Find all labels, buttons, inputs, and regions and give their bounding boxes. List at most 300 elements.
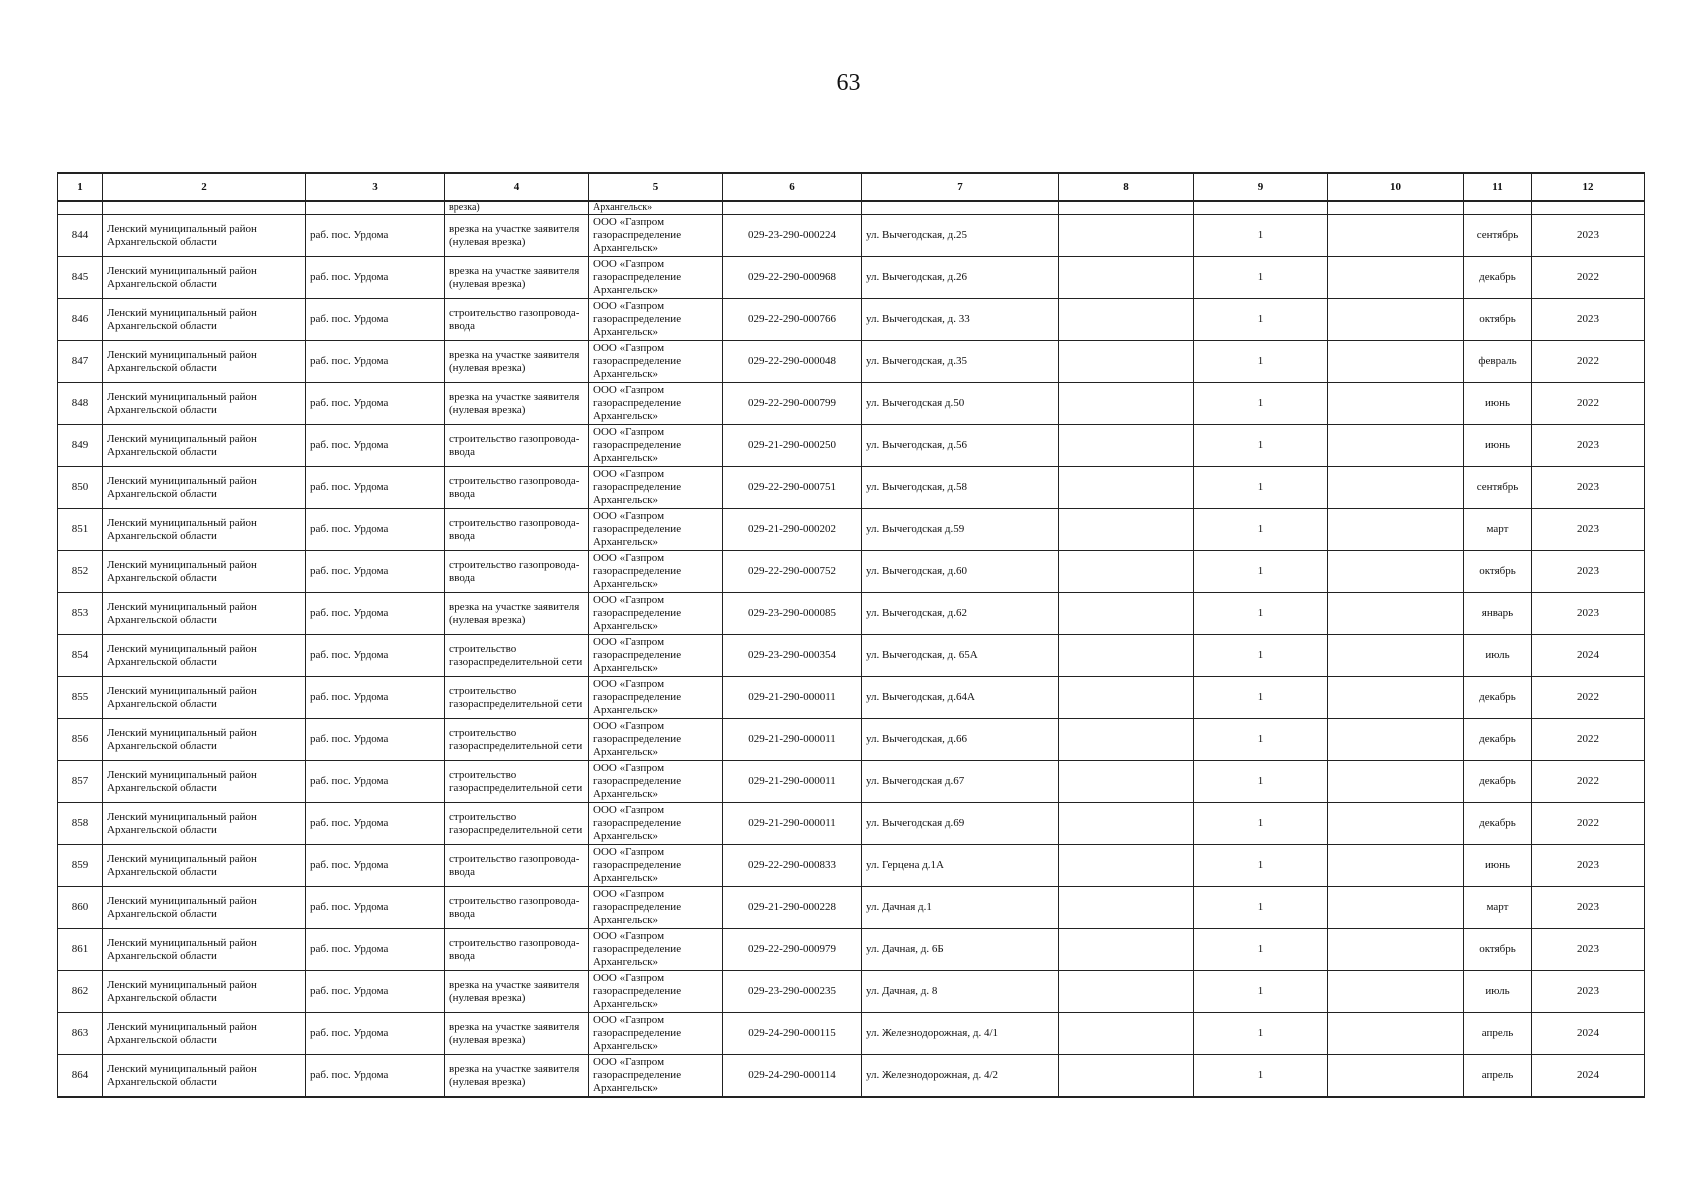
organization-cell: ООО «Газпром газораспределение Архангельск» xyxy=(589,383,723,425)
year-cell: 2024 xyxy=(1532,635,1645,677)
year-cell: 2023 xyxy=(1532,425,1645,467)
work-type-cell: строительство газопровода-ввода xyxy=(445,299,589,341)
application-code-cell: 029-21-290-000250 xyxy=(723,425,862,467)
month-cell: январь xyxy=(1464,593,1532,635)
work-type-cell: врезка на участке заявителя (нулевая врезка) xyxy=(445,971,589,1013)
work-type-cell: врезка на участке заявителя (нулевая врезка) xyxy=(445,1013,589,1055)
month-cell: октябрь xyxy=(1464,299,1532,341)
application-code-cell: 029-24-290-000115 xyxy=(723,1013,862,1055)
month-cell: июнь xyxy=(1464,383,1532,425)
table-row xyxy=(58,215,1645,257)
quantity-cell: 1 xyxy=(1194,551,1328,593)
column-header-2: 2 xyxy=(103,173,306,201)
quantity-cell: 1 xyxy=(1194,425,1328,467)
column-header-12: 12 xyxy=(1532,173,1645,201)
district-cell: Ленский муниципальный район Архангельской области xyxy=(103,215,306,257)
address-cell: ул. Вычегодская, д. 65А xyxy=(862,635,1059,677)
column-8-cell xyxy=(1059,887,1194,929)
quantity-cell: 1 xyxy=(1194,803,1328,845)
row-number-cell: 851 xyxy=(58,509,103,551)
column-header-6: 6 xyxy=(723,173,862,201)
column-10-cell xyxy=(1328,257,1464,299)
settlement-cell: раб. пос. Урдома xyxy=(306,761,445,803)
district-cell: Ленский муниципальный район Архангельской области xyxy=(103,635,306,677)
month-cell: март xyxy=(1464,509,1532,551)
organization-cell: ООО «Газпром газораспределение Архангельск» xyxy=(589,425,723,467)
column-8-cell xyxy=(1059,845,1194,887)
column-8-cell xyxy=(1059,257,1194,299)
table-row xyxy=(58,887,1645,929)
month-cell: февраль xyxy=(1464,341,1532,383)
settlement-cell: раб. пос. Урдома xyxy=(306,1013,445,1055)
organization-cell: ООО «Газпром газораспределение Архангельск» xyxy=(589,299,723,341)
organization-cell: ООО «Газпром газораспределение Архангельск» xyxy=(589,1013,723,1055)
quantity-cell: 1 xyxy=(1194,845,1328,887)
column-8-cell xyxy=(1059,971,1194,1013)
month-cell: июль xyxy=(1464,635,1532,677)
quantity-cell: 1 xyxy=(1194,971,1328,1013)
settlement-cell: раб. пос. Урдома xyxy=(306,845,445,887)
column-10-cell xyxy=(1328,383,1464,425)
page-number: 63 xyxy=(836,70,861,96)
year-cell: 2023 xyxy=(1532,509,1645,551)
district-cell: Ленский муниципальный район Архангельской области xyxy=(103,383,306,425)
column-10-cell xyxy=(1328,425,1464,467)
year-cell: 2023 xyxy=(1532,971,1645,1013)
table-row xyxy=(58,509,1645,551)
row-number-cell: 848 xyxy=(58,383,103,425)
application-code-cell: 029-23-290-000224 xyxy=(723,215,862,257)
column-8-cell xyxy=(1059,593,1194,635)
quantity-cell: 1 xyxy=(1194,509,1328,551)
district-cell: Ленский муниципальный район Архангельской области xyxy=(103,593,306,635)
month-cell: декабрь xyxy=(1464,719,1532,761)
carryover-cell-11 xyxy=(1464,201,1532,215)
column-header-4: 4 xyxy=(445,173,589,201)
organization-cell: ООО «Газпром газораспределение Архангельск» xyxy=(589,929,723,971)
row-number-cell: 859 xyxy=(58,845,103,887)
district-cell: Ленский муниципальный район Архангельской области xyxy=(103,719,306,761)
quantity-cell: 1 xyxy=(1194,467,1328,509)
row-number-cell: 856 xyxy=(58,719,103,761)
address-cell: ул. Вычегодская, д.66 xyxy=(862,719,1059,761)
month-cell: июль xyxy=(1464,971,1532,1013)
organization-cell: ООО «Газпром газораспределение Архангельск» xyxy=(589,509,723,551)
year-cell: 2023 xyxy=(1532,929,1645,971)
month-cell: апрель xyxy=(1464,1013,1532,1055)
row-number-cell: 864 xyxy=(58,1055,103,1098)
table-row xyxy=(58,1013,1645,1055)
table-row xyxy=(58,677,1645,719)
month-cell: март xyxy=(1464,887,1532,929)
settlement-cell: раб. пос. Урдома xyxy=(306,257,445,299)
year-cell: 2022 xyxy=(1532,341,1645,383)
organization-cell: ООО «Газпром газораспределение Архангельск» xyxy=(589,845,723,887)
settlement-cell: раб. пос. Урдома xyxy=(306,803,445,845)
month-cell: сентябрь xyxy=(1464,215,1532,257)
application-code-cell: 029-22-290-000752 xyxy=(723,551,862,593)
month-cell: декабрь xyxy=(1464,677,1532,719)
settlement-cell: раб. пос. Урдома xyxy=(306,299,445,341)
column-10-cell xyxy=(1328,887,1464,929)
address-cell: ул. Железнодорожная, д. 4/2 xyxy=(862,1055,1059,1098)
quantity-cell: 1 xyxy=(1194,383,1328,425)
application-code-cell: 029-22-290-000799 xyxy=(723,383,862,425)
quantity-cell: 1 xyxy=(1194,341,1328,383)
carryover-cell-3 xyxy=(306,201,445,215)
column-8-cell xyxy=(1059,509,1194,551)
column-10-cell xyxy=(1328,635,1464,677)
year-cell: 2023 xyxy=(1532,887,1645,929)
year-cell: 2024 xyxy=(1532,1055,1645,1098)
table-row xyxy=(58,551,1645,593)
column-10-cell xyxy=(1328,1055,1464,1098)
address-cell: ул. Вычегодская, д.62 xyxy=(862,593,1059,635)
year-cell: 2022 xyxy=(1532,677,1645,719)
month-cell: апрель xyxy=(1464,1055,1532,1098)
quantity-cell: 1 xyxy=(1194,719,1328,761)
table-row xyxy=(58,761,1645,803)
row-number-cell: 861 xyxy=(58,929,103,971)
application-code-cell: 029-21-290-000011 xyxy=(723,803,862,845)
address-cell: ул. Вычегодская, д.25 xyxy=(862,215,1059,257)
address-cell: ул. Вычегодская, д.26 xyxy=(862,257,1059,299)
table-row xyxy=(58,383,1645,425)
column-8-cell xyxy=(1059,1013,1194,1055)
quantity-cell: 1 xyxy=(1194,593,1328,635)
address-cell: ул. Вычегодская, д. 33 xyxy=(862,299,1059,341)
quantity-cell: 1 xyxy=(1194,929,1328,971)
application-code-cell: 029-21-290-000011 xyxy=(723,719,862,761)
work-type-cell: строительство газопровода-ввода xyxy=(445,425,589,467)
column-8-cell xyxy=(1059,341,1194,383)
organization-cell: ООО «Газпром газораспределение Архангельск» xyxy=(589,551,723,593)
column-header-9: 9 xyxy=(1194,173,1328,201)
settlement-cell: раб. пос. Урдома xyxy=(306,425,445,467)
row-number-cell: 853 xyxy=(58,593,103,635)
quantity-cell: 1 xyxy=(1194,257,1328,299)
column-8-cell xyxy=(1059,299,1194,341)
district-cell: Ленский муниципальный район Архангельской области xyxy=(103,1013,306,1055)
column-8-cell xyxy=(1059,929,1194,971)
row-number-cell: 855 xyxy=(58,677,103,719)
address-cell: ул. Дачная, д. 8 xyxy=(862,971,1059,1013)
column-10-cell xyxy=(1328,761,1464,803)
address-cell: ул. Вычегодская, д.60 xyxy=(862,551,1059,593)
work-type-cell: строительство газопровода-ввода xyxy=(445,887,589,929)
address-cell: ул. Вычегодская д.59 xyxy=(862,509,1059,551)
column-10-cell xyxy=(1328,677,1464,719)
address-cell: ул. Дачная, д. 6Б xyxy=(862,929,1059,971)
settlement-cell: раб. пос. Урдома xyxy=(306,509,445,551)
settlement-cell: раб. пос. Урдома xyxy=(306,383,445,425)
settlement-cell: раб. пос. Урдома xyxy=(306,551,445,593)
month-cell: декабрь xyxy=(1464,803,1532,845)
column-8-cell xyxy=(1059,803,1194,845)
table-row xyxy=(58,425,1645,467)
application-code-cell: 029-21-290-000011 xyxy=(723,761,862,803)
column-10-cell xyxy=(1328,467,1464,509)
quantity-cell: 1 xyxy=(1194,1055,1328,1098)
carryover-cell-9 xyxy=(1194,201,1328,215)
district-cell: Ленский муниципальный район Архангельской области xyxy=(103,257,306,299)
work-type-cell: строительство газопровода-ввода xyxy=(445,509,589,551)
month-cell: декабрь xyxy=(1464,761,1532,803)
quantity-cell: 1 xyxy=(1194,299,1328,341)
column-8-cell xyxy=(1059,677,1194,719)
organization-cell: ООО «Газпром газораспределение Архангельск» xyxy=(589,635,723,677)
address-cell: ул. Вычегодская, д.35 xyxy=(862,341,1059,383)
address-cell: ул. Вычегодская, д.56 xyxy=(862,425,1059,467)
table-row xyxy=(58,803,1645,845)
application-code-cell: 029-23-290-000235 xyxy=(723,971,862,1013)
organization-cell: ООО «Газпром газораспределение Архангельск» xyxy=(589,257,723,299)
column-header-3: 3 xyxy=(306,173,445,201)
year-cell: 2023 xyxy=(1532,467,1645,509)
year-cell: 2022 xyxy=(1532,761,1645,803)
column-10-cell xyxy=(1328,551,1464,593)
table-row xyxy=(58,719,1645,761)
settlement-cell: раб. пос. Урдома xyxy=(306,1055,445,1098)
work-type-cell: врезка на участке заявителя (нулевая врезка) xyxy=(445,593,589,635)
column-10-cell xyxy=(1328,593,1464,635)
settlement-cell: раб. пос. Урдома xyxy=(306,929,445,971)
month-cell: июнь xyxy=(1464,845,1532,887)
table-header-row xyxy=(58,173,1645,201)
year-cell: 2023 xyxy=(1532,551,1645,593)
column-8-cell xyxy=(1059,719,1194,761)
column-8-cell xyxy=(1059,467,1194,509)
table-row xyxy=(58,593,1645,635)
month-cell: октябрь xyxy=(1464,929,1532,971)
column-10-cell xyxy=(1328,299,1464,341)
district-cell: Ленский муниципальный район Архангельской области xyxy=(103,341,306,383)
work-type-cell: строительство газораспределительной сети xyxy=(445,677,589,719)
table-body xyxy=(58,201,1645,1097)
table-row xyxy=(58,467,1645,509)
district-cell: Ленский муниципальный район Архангельской области xyxy=(103,887,306,929)
column-10-cell xyxy=(1328,509,1464,551)
organization-cell: ООО «Газпром газораспределение Архангельск» xyxy=(589,1055,723,1098)
month-cell: сентябрь xyxy=(1464,467,1532,509)
year-cell: 2023 xyxy=(1532,593,1645,635)
column-10-cell xyxy=(1328,215,1464,257)
organization-cell: ООО «Газпром газораспределение Архангельск» xyxy=(589,761,723,803)
work-type-cell: врезка на участке заявителя (нулевая врезка) xyxy=(445,383,589,425)
row-number-cell: 849 xyxy=(58,425,103,467)
quantity-cell: 1 xyxy=(1194,677,1328,719)
organization-cell: ООО «Газпром газораспределение Архангельск» xyxy=(589,887,723,929)
application-code-cell: 029-24-290-000114 xyxy=(723,1055,862,1098)
settlement-cell: раб. пос. Урдома xyxy=(306,467,445,509)
row-number-cell: 847 xyxy=(58,341,103,383)
row-number-cell: 863 xyxy=(58,1013,103,1055)
settlement-cell: раб. пос. Урдома xyxy=(306,215,445,257)
row-number-cell: 845 xyxy=(58,257,103,299)
application-code-cell: 029-21-290-000202 xyxy=(723,509,862,551)
column-10-cell xyxy=(1328,803,1464,845)
work-type-cell: строительство газопровода-ввода xyxy=(445,929,589,971)
year-cell: 2024 xyxy=(1532,1013,1645,1055)
organization-cell: ООО «Газпром газораспределение Архангельск» xyxy=(589,593,723,635)
carryover-cell-6 xyxy=(723,201,862,215)
application-code-cell: 029-22-290-000833 xyxy=(723,845,862,887)
address-cell: ул. Вычегодская д.69 xyxy=(862,803,1059,845)
table-row xyxy=(58,341,1645,383)
month-cell: июнь xyxy=(1464,425,1532,467)
column-8-cell xyxy=(1059,383,1194,425)
organization-cell: ООО «Газпром газораспределение Архангельск» xyxy=(589,719,723,761)
year-cell: 2022 xyxy=(1532,383,1645,425)
row-number-cell: 850 xyxy=(58,467,103,509)
table-row xyxy=(58,257,1645,299)
carryover-row xyxy=(58,201,1645,215)
year-cell: 2023 xyxy=(1532,215,1645,257)
year-cell: 2023 xyxy=(1532,845,1645,887)
application-code-cell: 029-22-290-000968 xyxy=(723,257,862,299)
settlement-cell: раб. пос. Урдома xyxy=(306,635,445,677)
column-header-10: 10 xyxy=(1328,173,1464,201)
quantity-cell: 1 xyxy=(1194,1013,1328,1055)
quantity-cell: 1 xyxy=(1194,887,1328,929)
row-number-cell: 857 xyxy=(58,761,103,803)
district-cell: Ленский муниципальный район Архангельской области xyxy=(103,425,306,467)
column-header-5: 5 xyxy=(589,173,723,201)
column-8-cell xyxy=(1059,1055,1194,1098)
gasification-register-table xyxy=(57,172,1645,1098)
district-cell: Ленский муниципальный район Архангельской области xyxy=(103,509,306,551)
year-cell: 2022 xyxy=(1532,803,1645,845)
row-number-cell: 852 xyxy=(58,551,103,593)
district-cell: Ленский муниципальный район Архангельской области xyxy=(103,1055,306,1098)
work-type-cell: врезка на участке заявителя (нулевая врезка) xyxy=(445,341,589,383)
column-header-8: 8 xyxy=(1059,173,1194,201)
carryover-cell-7 xyxy=(862,201,1059,215)
settlement-cell: раб. пос. Урдома xyxy=(306,593,445,635)
settlement-cell: раб. пос. Урдома xyxy=(306,677,445,719)
carryover-cell-1 xyxy=(58,201,103,215)
organization-cell: ООО «Газпром газораспределение Архангельск» xyxy=(589,341,723,383)
address-cell: ул. Вычегодская, д.64А xyxy=(862,677,1059,719)
district-cell: Ленский муниципальный район Архангельской области xyxy=(103,929,306,971)
column-10-cell xyxy=(1328,845,1464,887)
year-cell: 2022 xyxy=(1532,257,1645,299)
work-type-cell: врезка на участке заявителя (нулевая врезка) xyxy=(445,257,589,299)
column-header-7: 7 xyxy=(862,173,1059,201)
table-row xyxy=(58,845,1645,887)
settlement-cell: раб. пос. Урдома xyxy=(306,971,445,1013)
organization-cell: ООО «Газпром газораспределение Архангельск» xyxy=(589,971,723,1013)
column-header-1: 1 xyxy=(58,173,103,201)
application-code-cell: 029-22-290-000048 xyxy=(723,341,862,383)
application-code-cell: 029-22-290-000751 xyxy=(723,467,862,509)
carryover-cell-8 xyxy=(1059,201,1194,215)
table-row xyxy=(58,929,1645,971)
quantity-cell: 1 xyxy=(1194,635,1328,677)
column-10-cell xyxy=(1328,719,1464,761)
row-number-cell: 844 xyxy=(58,215,103,257)
organization-cell: ООО «Газпром газораспределение Архангельск» xyxy=(589,467,723,509)
column-8-cell xyxy=(1059,425,1194,467)
year-cell: 2022 xyxy=(1532,719,1645,761)
quantity-cell: 1 xyxy=(1194,215,1328,257)
application-code-cell: 029-21-290-000228 xyxy=(723,887,862,929)
work-type-cell: строительство газопровода-ввода xyxy=(445,467,589,509)
address-cell: ул. Герцена д.1А xyxy=(862,845,1059,887)
district-cell: Ленский муниципальный район Архангельской области xyxy=(103,677,306,719)
work-type-cell: строительство газопровода-ввода xyxy=(445,845,589,887)
work-type-cell: строительство газораспределительной сети xyxy=(445,761,589,803)
application-code-cell: 029-22-290-000766 xyxy=(723,299,862,341)
work-type-cell: строительство газораспределительной сети xyxy=(445,635,589,677)
column-8-cell xyxy=(1059,215,1194,257)
table-row xyxy=(58,299,1645,341)
address-cell: ул. Вычегодская д.67 xyxy=(862,761,1059,803)
address-cell: ул. Железнодорожная, д. 4/1 xyxy=(862,1013,1059,1055)
district-cell: Ленский муниципальный район Архангельской области xyxy=(103,467,306,509)
year-cell: 2023 xyxy=(1532,299,1645,341)
work-type-cell: строительство газопровода-ввода xyxy=(445,551,589,593)
work-type-cell: врезка на участке заявителя (нулевая врезка) xyxy=(445,1055,589,1098)
table-row xyxy=(58,971,1645,1013)
row-number-cell: 862 xyxy=(58,971,103,1013)
address-cell: ул. Дачная д.1 xyxy=(862,887,1059,929)
row-number-cell: 860 xyxy=(58,887,103,929)
settlement-cell: раб. пос. Урдома xyxy=(306,719,445,761)
work-type-cell: строительство газораспределительной сети xyxy=(445,803,589,845)
organization-cell: ООО «Газпром газораспределение Архангельск» xyxy=(589,677,723,719)
column-10-cell xyxy=(1328,1013,1464,1055)
settlement-cell: раб. пос. Урдома xyxy=(306,341,445,383)
district-cell: Ленский муниципальный район Архангельской области xyxy=(103,761,306,803)
column-header-11: 11 xyxy=(1464,173,1532,201)
column-8-cell xyxy=(1059,761,1194,803)
application-code-cell: 029-21-290-000011 xyxy=(723,677,862,719)
table-row xyxy=(58,635,1645,677)
table-row xyxy=(58,1055,1645,1098)
column-8-cell xyxy=(1059,635,1194,677)
month-cell: декабрь xyxy=(1464,257,1532,299)
column-8-cell xyxy=(1059,551,1194,593)
organization-cell: ООО «Газпром газораспределение Архангельск» xyxy=(589,803,723,845)
row-number-cell: 854 xyxy=(58,635,103,677)
quantity-cell: 1 xyxy=(1194,761,1328,803)
column-10-cell xyxy=(1328,929,1464,971)
column-10-cell xyxy=(1328,341,1464,383)
application-code-cell: 029-23-290-000085 xyxy=(723,593,862,635)
carryover-work-cell: врезка) xyxy=(445,201,589,215)
district-cell: Ленский муниципальный район Архангельской области xyxy=(103,803,306,845)
month-cell: октябрь xyxy=(1464,551,1532,593)
work-type-cell: врезка на участке заявителя (нулевая врезка) xyxy=(445,215,589,257)
application-code-cell: 029-23-290-000354 xyxy=(723,635,862,677)
column-10-cell xyxy=(1328,971,1464,1013)
district-cell: Ленский муниципальный район Архангельской области xyxy=(103,551,306,593)
address-cell: ул. Вычегодская д.50 xyxy=(862,383,1059,425)
carryover-org-cell: Архангельск» xyxy=(589,201,723,215)
organization-cell: ООО «Газпром газораспределение Архангельск» xyxy=(589,215,723,257)
district-cell: Ленский муниципальный район Архангельской области xyxy=(103,299,306,341)
carryover-cell-2 xyxy=(103,201,306,215)
district-cell: Ленский муниципальный район Архангельской области xyxy=(103,971,306,1013)
work-type-cell: строительство газораспределительной сети xyxy=(445,719,589,761)
row-number-cell: 858 xyxy=(58,803,103,845)
application-code-cell: 029-22-290-000979 xyxy=(723,929,862,971)
address-cell: ул. Вычегодская, д.58 xyxy=(862,467,1059,509)
settlement-cell: раб. пос. Урдома xyxy=(306,887,445,929)
carryover-cell-12 xyxy=(1532,201,1645,215)
district-cell: Ленский муниципальный район Архангельской области xyxy=(103,845,306,887)
